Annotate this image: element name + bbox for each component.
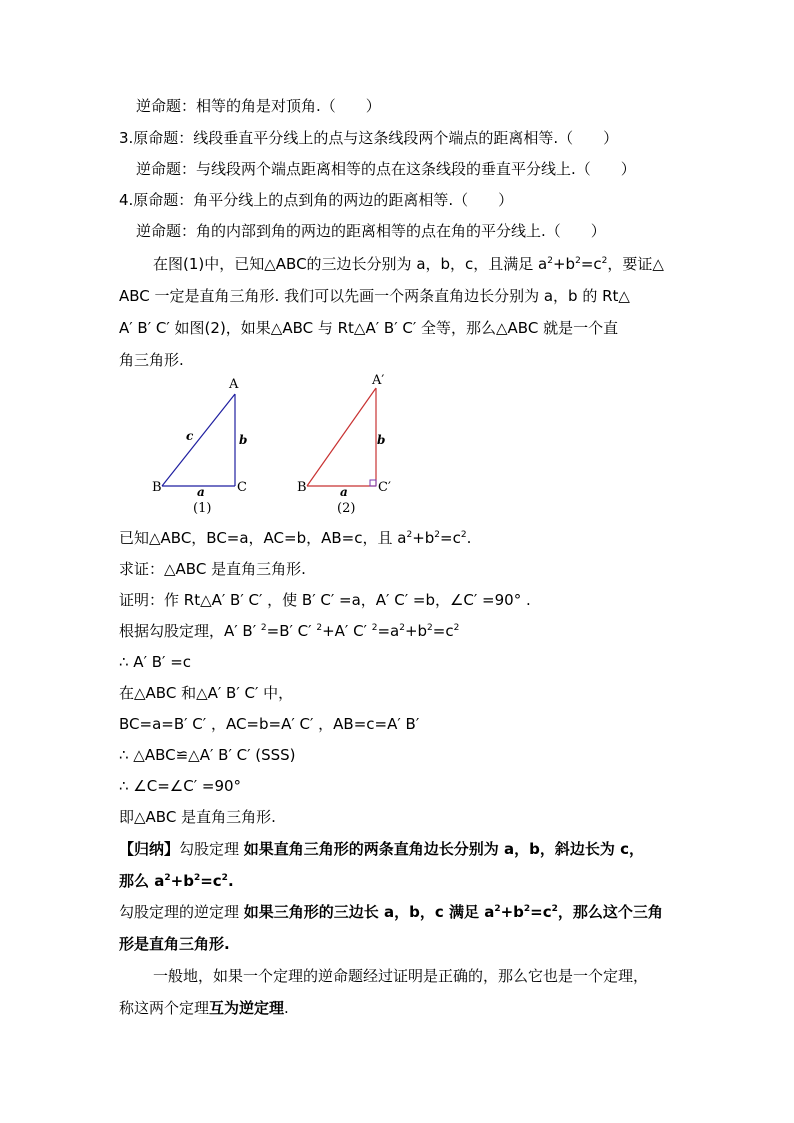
intro-paragraph-line-4: 角三角形. <box>119 351 184 369</box>
fig1-vertex-c: C <box>237 480 247 495</box>
text-segment: =B′ C′ <box>266 622 317 640</box>
text-segment: . <box>466 529 472 547</box>
theorem-name: 勾股定理的逆定理 <box>119 903 244 921</box>
fig2-side-a-label: a <box>340 485 348 499</box>
text-segment: =c <box>440 529 461 547</box>
fig2-right-angle-mark <box>370 480 376 486</box>
proof-step-1: 证明：作 Rt△A′ B′ C′ ，使 B′ C′ =a，A′ C′ =b，∠C′ =90° . <box>119 591 531 609</box>
text-segment: =c <box>200 872 222 890</box>
summary-line-5: 一般地，如果一个定理的逆命题经过证明是正确的，那么它也是一个定理， <box>153 967 649 985</box>
text-segment: ，那么这个三角 <box>557 903 663 921</box>
fig2-vertex-c: C′ <box>378 480 391 495</box>
superscript: 2 <box>193 873 201 883</box>
fig1-side-b-label: b <box>239 433 248 447</box>
fig1-vertex-a: A <box>229 377 239 392</box>
superscript: 2 <box>371 623 378 633</box>
superscript: 2 <box>427 623 433 633</box>
fig1-vertex-b: B <box>152 480 162 495</box>
summary-line-1 <box>119 839 644 859</box>
superscript: 2 <box>434 530 441 540</box>
proof-step-2 <box>119 621 459 641</box>
superscript: 2 <box>601 256 608 266</box>
text-segment: =c <box>432 622 454 640</box>
text-segment: =c <box>530 903 552 921</box>
fig2-vertex-b: B <box>297 480 307 495</box>
intro-paragraph-line-3: A′ B′ C′ 如图(2)，如果△ABC 与 Rt△A′ B′ C′ 全等，那么△ABC 就是一个直 <box>119 319 619 337</box>
theorem-body: 如果直角三角形的两条直角边长分别为 a，b，斜边长为 c， <box>243 840 644 858</box>
theorem-name: 勾股定理 <box>179 840 244 858</box>
text-segment: +A′ C′ <box>322 622 372 640</box>
fig1-hypotenuse <box>162 394 235 486</box>
converse-statement-2: 逆命题：相等的角是对顶角.（ ） <box>136 97 381 115</box>
text-segment: 已知△ABC，BC=a，AC=b，AB=c，且 a <box>119 529 407 547</box>
superscript: 2 <box>547 256 553 266</box>
proof-step-4: 在△ABC 和△A′ B′ C′ 中， <box>119 684 294 702</box>
superscript: 2 <box>260 623 267 633</box>
triangle-figures <box>140 372 400 522</box>
superscript: 2 <box>551 904 558 914</box>
text-segment: 在图(1)中，已知△ABC的三边长分别为 a，b，c，且满足 a <box>153 255 548 273</box>
key-term: 互为逆定理 <box>209 999 285 1017</box>
text-segment: +b <box>552 255 576 273</box>
proof-step-7: ∴ ∠C=∠C′ =90° <box>119 777 242 795</box>
to-prove-line: 求证：△ABC 是直角三角形. <box>119 560 306 578</box>
superscript: 2 <box>494 904 501 914</box>
text-segment: =a <box>377 622 400 640</box>
superscript: 2 <box>221 873 228 883</box>
text-segment: +b <box>404 622 428 640</box>
fig1-side-c-label: c <box>186 429 194 443</box>
text-segment: . <box>284 999 289 1017</box>
converse-statement-4: 逆命题：角的内部到角的两边的距离相等的点在角的平分线上.（ ） <box>136 222 606 240</box>
proof-conclusion: 即△ABC 是直角三角形. <box>119 808 276 826</box>
superscript: 2 <box>453 623 460 633</box>
text-segment: 称这两个定理 <box>119 999 210 1017</box>
summary-line-6 <box>119 998 289 1018</box>
intro-paragraph-line-1 <box>153 254 664 274</box>
superscript: 2 <box>575 256 581 266</box>
superscript: 2 <box>406 530 413 540</box>
summary-line-4: 形是直角三角形. <box>119 935 230 953</box>
superscript: 2 <box>460 530 467 540</box>
superscript: 2 <box>523 904 531 914</box>
text-segment: =c <box>580 255 602 273</box>
fig2-hypotenuse <box>307 388 376 486</box>
proof-step-5: BC=a=B′ C′ ，AC=b=A′ C′ ，AB=c=A′ B′ <box>119 715 420 733</box>
fig1-side-a-label: a <box>197 485 205 499</box>
original-statement-3: 3.原命题：线段垂直平分线上的点与这条线段两个端点的距离相等.（ ） <box>119 129 619 147</box>
fig2-side-b-label: b <box>377 433 386 447</box>
triangle-figures-svg <box>140 372 400 522</box>
text-segment: ，要证△ <box>607 255 664 273</box>
text-segment: . <box>227 872 234 890</box>
figure-2 <box>297 373 391 516</box>
text-segment: 如果三角形的三边长 a，b，c 满足 a <box>243 903 495 921</box>
intro-paragraph-line-2: ABC 一定是直角三角形. 我们可以先画一个两条直角边长分别为 a，b 的 Rt△ <box>119 287 630 305</box>
fig2-caption: (2) <box>337 501 356 516</box>
converse-statement-3: 逆命题：与线段两个端点距离相等的点在这条线段的垂直平分线上.（ ） <box>136 160 636 178</box>
superscript: 2 <box>399 623 405 633</box>
superscript: 2 <box>316 623 323 633</box>
proof-step-6: ∴ △ABC≌△A′ B′ C′ (SSS) <box>119 746 296 764</box>
fig1-caption: (1) <box>193 501 212 516</box>
original-statement-4: 4.原命题：角平分线上的点到角的两边的距离相等.（ ） <box>119 191 514 209</box>
text-segment: 那么 a <box>119 872 165 890</box>
fig2-vertex-a: A′ <box>372 373 385 388</box>
superscript: 2 <box>164 873 171 883</box>
text-segment: +b <box>170 872 194 890</box>
figure-1 <box>152 377 247 516</box>
summary-line-3 <box>119 902 663 922</box>
summary-tag: 【归纳】 <box>119 840 180 858</box>
text-segment: 根据勾股定理，A′ B′ <box>119 622 261 640</box>
text-segment: +b <box>500 903 524 921</box>
proof-step-3: ∴ A′ B′ =c <box>119 653 192 671</box>
summary-line-2 <box>119 871 234 891</box>
given-line <box>119 528 471 548</box>
text-segment: +b <box>412 529 435 547</box>
